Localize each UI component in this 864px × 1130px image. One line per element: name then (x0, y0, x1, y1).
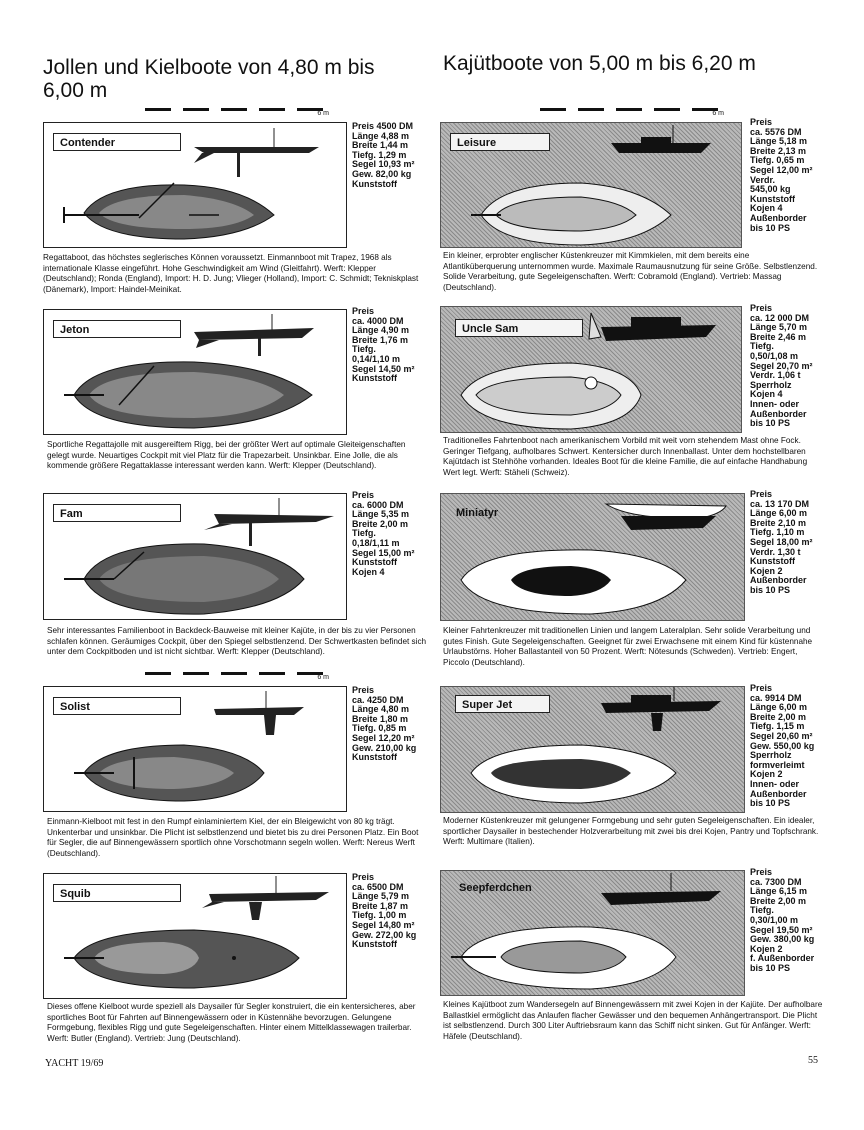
boat-card-miniatyr (440, 493, 745, 621)
boat-drawing (441, 494, 744, 620)
boat-specs: Preis ca. 9914 DM Länge 6,00 m Breite 2,00 m Tiefg. 1,15 m Segel 20,60 m² Gew. 550,00 kg Sperrholz formverleimt Kojen 2 Innen- oder Außenborder bis 10 PS (750, 683, 815, 809)
boat-name: Leisure (450, 133, 550, 151)
boat-card-solist (43, 686, 347, 812)
boat-drawing (44, 494, 346, 619)
boat-specs: Preis ca. 4250 DM Länge 4,80 m Breite 1,80 m Tiefg. 0,85 m Segel 12,20 m² Gew. 210,00 kg Kunststoff (352, 685, 417, 763)
left-heading: Jollen und Kielboote von 4,80 m bis 6,00 m (43, 56, 375, 102)
boat-description: Regattaboot, das höchstes seglerisches Können voraussetzt. Einmannboot mit Trapez, 1968 als internationale Klasse eingeführt. Hohe Geschwindigkeit am Wind (Gleitfahrt). Werft: Klepper (Deutschland); Ronda (England), Import: H. D. Jung; Vlieger (Holland), Import: C. Schmidt; Tekniskplast (Dänemark), Import: Haindel-Meinikat. (43, 253, 419, 294)
scale-label: 6 m (317, 110, 329, 117)
boat-name: Squib (53, 884, 181, 902)
boat-description: Sehr interessantes Familienboot in Backdeck-Bauweise mit kleiner Kajüte, in der bis zu vier Personen schlafen können. Geräumiges Cockpit, über den Spiegel selbstlenzend. Der Schwertkasten befindet sich unter dem Cockpitboden und ist nicht sichtbar. Werft: Klepper (Deutschland). (47, 626, 427, 657)
boat-name: Uncle Sam (455, 319, 583, 337)
boat-drawing (441, 123, 741, 247)
boat-description: Sportliche Regattajolle mit ausgereiftem Rigg, bei der größter Wert auf optimale Gleiteigenschaften gelegt wurde. Neuartiges Cockpit mit viel Platz für die Trapezarbeit. Unsinkbar. Eine Jolle, die als kommende größere Regattaklasse interessant werden kann. Werft: Klepper (Deutschland). (47, 440, 406, 471)
boat-description: Dieses offene Kielboot wurde speziell als Daysailer für Segler konstruiert, die ein kentersicheres, aber sportliches Boot für Fahrten auf Binnengewässern oder in Küstennähe bevorzugen. Gelungene Formgebung, flexibles Rigg und gute Segeleigenschaften. Hinter einem Mittelklassewagen trailerbar. Werft: Butler (England). Vertrieb: Jung (Deutschland). (47, 1002, 416, 1043)
boat-description: Kleiner Fahrtenkreuzer mit traditionellen Linien und langem Lateralplan. Sehr solide Verarbeitung und gutes Finish. Gute Segeleigenschaften. Geeignet für zwei Erwachsene mit einem Kind für küstennahe Urlaubstörns. Hoher Ballastanteil von 50 Prozent. Werft: Nötesunds (Schweden). Vertrieb: Engert, Piccolo (Deutschland). (443, 626, 813, 667)
boat-specs: Preis 4500 DM Länge 4,88 m Breite 1,44 m Tiefg. 1,29 m Segel 10,93 m² Gew. 82,00 kg Kunststoff (352, 121, 415, 189)
boat-specs: Preis ca. 6000 DM Länge 5,35 m Breite 2,00 m Tiefg. 0,18/1,11 m Segel 15,00 m² Kunststoff Kojen 4 (352, 490, 415, 577)
footer-page-number: 55 (808, 1055, 818, 1066)
scale-label: 6 m (317, 674, 329, 681)
boat-drawing (44, 874, 346, 998)
boat-specs: Preis ca. 6500 DM Länge 5,79 m Breite 1,87 m Tiefg. 1,00 m Segel 14,80 m² Gew. 272,00 kg Kunststoff (352, 872, 417, 950)
scale-label: 6 m (712, 110, 724, 117)
boat-specs: Preis ca. 4000 DM Länge 4,90 m Breite 1,76 m Tiefg. 0,14/1,10 m Segel 14,50 m² Kunststoff (352, 306, 415, 384)
boat-card-contender (43, 122, 347, 248)
boat-card-jeton (43, 309, 347, 435)
boat-name: Jeton (53, 320, 181, 338)
boat-drawing (441, 687, 744, 812)
boat-specs: Preis ca. 5576 DM Länge 5,18 m Breite 2,13 m Tiefg. 0,65 m Segel 12,00 m² Verdr. 545,00 kg Kunststoff Kojen 4 Außenborder bis 10 PS (750, 117, 813, 233)
boat-specs: Preis ca. 13 170 DM Länge 6,00 m Breite 2,10 m Tiefg. 1,10 m Segel 18,00 m² Verdr. 1,30 t Kunststoff Kojen 2 Außenborder bis 10 PS (750, 489, 813, 595)
boat-name: Super Jet (455, 695, 550, 713)
boat-description: Ein kleiner, erprobter englischer Küstenkreuzer mit Kimmkielen, mit dem bereits eine Atlantiküberquerung unternommen wurde. Maximale Raumausnutzung für seine Größe. Selbstlenzend. Solide Verarbeitung, gute Segeleigenschaften. Werft: Cobramold (England). Vertrieb: Massag (Deutschland). (443, 251, 818, 292)
boat-drawing (441, 307, 741, 432)
boat-description: Moderner Küstenkreuzer mit gelungener Formgebung und sehr guten Segeleigenschaften. Ein idealer, sportlicher Daysailer in bestechender Holzverarbeitung mit zwei bis drei Kojen, Pantry und Topfschrank. Werft: Multimare (Italien). (443, 816, 819, 847)
boat-name: Solist (53, 697, 181, 715)
boat-card-super-jet (440, 686, 745, 813)
boat-specs: Preis ca. 7300 DM Länge 6,15 m Breite 2,00 m Tiefg. 0,30/1,00 m Segel 19,50 m² Gew. 380,00 kg Kojen 2 f. Außenborder bis 10 PS (750, 867, 815, 973)
boat-specs: Preis ca. 12 000 DM Länge 5,70 m Breite 2,46 m Tiefg. 0,50/1,08 m Segel 20,70 m² Verdr. 1,06 t Sperrholz Kojen 4 Innen- oder Außenborder bis 10 PS (750, 303, 813, 429)
boat-name: Miniatyr (456, 507, 499, 519)
boat-card-uncle-sam (440, 306, 742, 433)
boat-name: Fam (53, 504, 181, 522)
boat-name: Contender (53, 133, 181, 151)
footer-magazine: YACHT 19/69 (45, 1058, 104, 1069)
boat-drawing (44, 687, 346, 811)
boat-description: Einmann-Kielboot mit fest in den Rumpf einlaminiertem Kiel, der ein Bleigewicht von 80 kg trägt. Unkenterbar und unsinkbar. Die Plicht ist selbstlenzend und bietet bis zu drei Personen Platz. Ein Boot für Segler, die auf Binnengewässern sportlich ohne Vorschotmann segeln wollen. Werft: Nereus Werft (Deutschland). (47, 817, 419, 858)
boat-description: Traditionelles Fahrtenboot nach amerikanischem Vorbild mit weit vorn stehendem Mast ohne Fock. Geringer Tiefgang, aufholbares Schwert. Kentersicher durch Innenballast. Unter dem hochstellbaren Kajütdach ist Stehhöhe vorhanden. Ideales Boot für die kleine Familie, die auf einfache Handhabung Wert legt. Werft: Stäheli (Schweiz). (443, 436, 808, 477)
boat-card-squib (43, 873, 347, 999)
boat-card-fam (43, 493, 347, 620)
boat-drawing (441, 871, 744, 995)
solist-scale-bar (145, 668, 329, 681)
boat-card-leisure (440, 122, 742, 248)
right-heading: Kajütboote von 5,00 m bis 6,20 m (443, 52, 756, 75)
right-scale-bar (540, 104, 724, 117)
boat-name: Seepferdchen (459, 882, 532, 894)
boat-drawing (44, 123, 346, 247)
boat-description: Kleines Kajütboot zum Wandersegeln auf Binnengewässern mit zwei Kojen in der Kajüte. Der aufholbare Ballastkiel ermöglicht das Anlaufen flacher Gewässer und den bequemen Anhängertransport. Die Plicht ist selbstlenzend. Durch 300 Liter Auftriebsraum kann das Schiff nicht sinken. Gut für Anfänger. Werft: Häfele (Deutschland). (443, 1000, 823, 1041)
left-scale-bar (145, 104, 329, 117)
boat-card-seepferdchen (440, 870, 745, 996)
boat-drawing (44, 310, 346, 434)
